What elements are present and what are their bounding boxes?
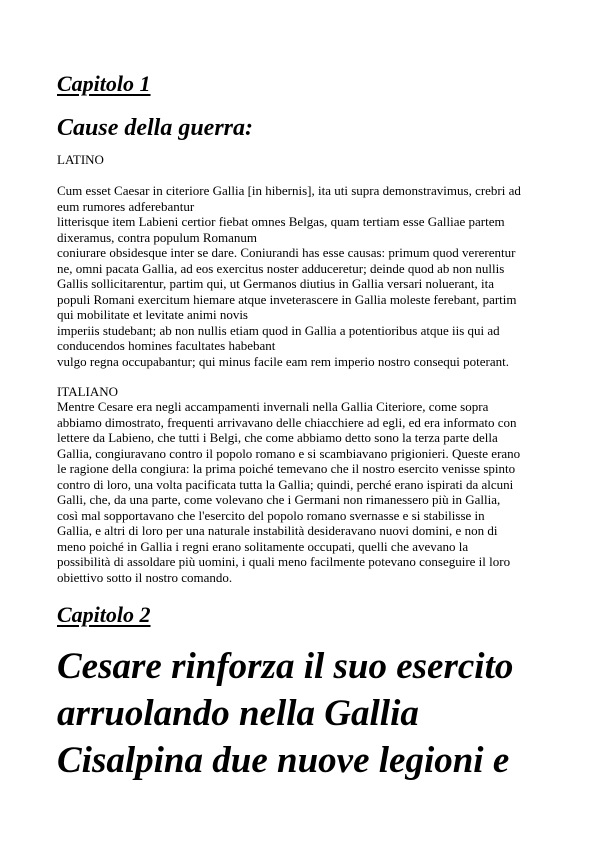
latin-label: LATINO	[57, 152, 104, 167]
italian-line: lettere da Labieno, che tutti i Belgi, che come abbiamo detto sono la terza parte della	[57, 430, 498, 445]
italian-line: meno poiché in Gallia i regni erano solitamente occupati, quelli che avevano la	[57, 538, 469, 554]
latin-line: vulgo regna occupabantur; qui minus facile eam rem imperio nostro consequi poterant.	[57, 353, 509, 369]
chapter-2-title	[57, 643, 567, 784]
latin-line: qui mobilitate et levitate animi novis	[57, 307, 248, 322]
italian-line: obiettivo sotto il nostro comando.	[57, 569, 233, 585]
latin-line: imperiis studebant; ab non nullis etiam quod in Gallia a potentioribus atque iis qui ad	[57, 322, 500, 338]
latin-line: Gallis sollicitarentur, partim qui, ut Germanos diutius in Gallia versari noluerant, ita	[57, 276, 495, 291]
chapter-2-title-line: Cisalpina due nuove legioni e	[57, 740, 510, 781]
italian-line: Mentre Cesare era negli accampamenti invernali nella Gallia Citeriore, come sopra	[57, 399, 489, 414]
italian-line: possibilità di assoldare più uomini, i quali meno facilmente potevano conseguire il loro	[57, 554, 511, 569]
italian-line: Galli, che, da una parte, come volevano che i Germani non rimanessero più in Gallia,	[57, 492, 501, 507]
italian-line: abbiamo dimostrato, frequenti arrivavano delle chiacchiere ad egli, ed era informato con	[57, 414, 517, 430]
italian-line: Gallia, congiuravano contro il popolo romano e si scambiavano prigionieri. Queste erano	[57, 445, 521, 461]
chapter-1-heading: Capitolo 1	[57, 71, 151, 96]
italian-line: le ragione della congiura: la prima poiché temevano che il nostro esercito venisse spinto	[57, 461, 516, 476]
latin-line: litterisque item Labieni certior fiebat omnes Belgas, quam tertiam esse Galliae partem	[57, 214, 505, 229]
italian-line: così mal sopportavano che l'esercito del popolo romano svernasse e si stabilisse in	[57, 507, 485, 523]
latin-line: conducendos homines facultates habebant	[57, 338, 276, 353]
latin-text	[57, 183, 547, 369]
italian-text	[57, 399, 547, 585]
latin-line: ne, omni pacata Gallia, ad eos exercitus noster adduceretur; deinde quod ab non nullis	[57, 260, 505, 276]
latin-line: Cum esset Caesar in citeriore Gallia [in hibernis], ita uti supra demonstravimus, crebri ad	[57, 183, 521, 198]
latin-line: coniurare obsidesque inter se dare. Coniurandi has esse causas: primum quod vererentur	[57, 245, 516, 260]
chapter-2-title-line: Cesare rinforza il suo esercito	[57, 646, 514, 687]
italian-label: ITALIANO	[57, 384, 119, 399]
latin-line: dixeramus, contra populum Romanum	[57, 229, 258, 245]
chapter-1-subtitle: Cause della guerra:	[57, 115, 254, 141]
latin-line: populi Romani exercitum hiemare atque inveterascere in Gallia moleste ferebant, partim	[57, 291, 517, 307]
chapter-2-title-line: arruolando nella Gallia	[57, 693, 419, 734]
chapter-2-heading: Capitolo 2	[57, 602, 151, 627]
italian-line: Gallia, e altri di loro per una naturale instabilità desideravano nuovi domini, e non di	[57, 523, 498, 538]
italian-line: contro di loro, una volta pacificata tutta la Gallia; quindi, perché erano ispirati da alcuni	[57, 476, 514, 492]
latin-line: eum rumores adferebantur	[57, 198, 195, 214]
